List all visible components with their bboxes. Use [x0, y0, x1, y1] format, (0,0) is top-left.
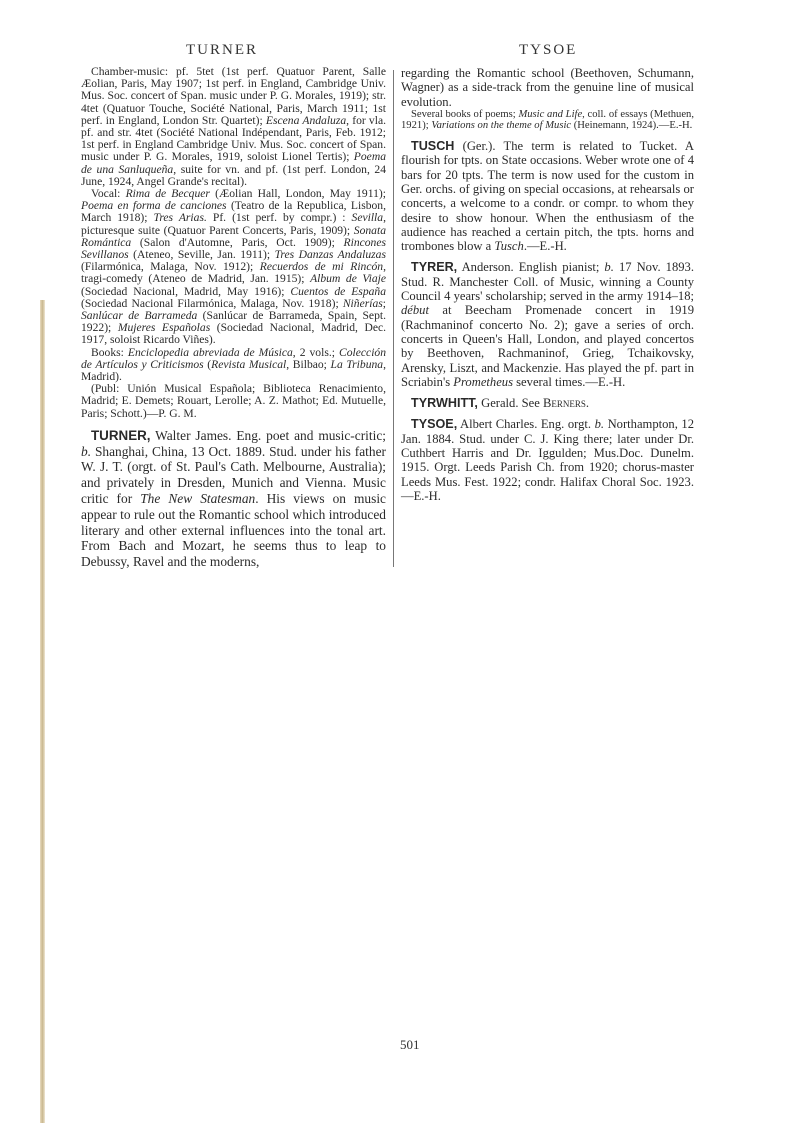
headword: TUSCH [411, 139, 455, 154]
books-paragraph: Books: Enciclopedia abreviada de Música, 2 vols.; Colección de Artículos y Criticismos (Revista Musical, Bilbao; La Tribuna, Madrid). [81, 345, 387, 384]
headword: TYRER, [411, 260, 458, 275]
chamber-music-paragraph: Chamber-music: pf. 5tet (1st perf. Quatuor Parent, Salle Æolian, Paris, May 1907; 1st perf. in England, Cambridge Univ. Mus. Soc. concert of Span. music under P. G. Morales, 1919); str. 4tet (Quatuor Touche, Société National, Paris, March 1911; 1st perf. in England, London Str. Quartet); Escena Andaluza, for vla. pf. and str. 4tet (Société National Indépendant, Paris, Feb. 1912; 1st perf. in England Cambridge Univ. Mus. Soc. concert of Span. music under P. G. Morales, 1919, soloist Lionel Tertis); Poema de una Sanluqueña, suite for vn. and pf. (1st perf. London, 24 June, 1924, Angel Grande's recital). [81, 65, 387, 188]
left-column [81, 66, 386, 570]
entry-tyrer: TYRER, Anderson. English pianist; b. 17 Nov. 1893. Stud. R. Manchester Coll. of Music, winning a County Council 4 years' scholarship; served in the army 1914–18; début at Beecham Promenade concert in 1919 (Rachmaninof concerto No. 2); gave a series of orch. concerts in Queen's Hall, London, and played concertos by Beethoven, Rachmaninof, Grieg, Tchaikovsky, Arensky, Liszt, and Mackenzie. Has played the pf. part in Scriabin's Prometheus several times.—E.-H. [401, 260, 695, 389]
vocal-paragraph: Vocal: Rima de Becquer (Æolian Hall, London, May 1911); Poema en forma de canciones (Teatro de la Republica, Lisbon, March 1918); Tres Arias. Pf. (1st perf. by compr.) : Sevilla, picturesque suite (Quatuor Parent Concerts, Paris, 1909); Sonata Romántica (Salon d'Automne, Paris, Oct. 1909); Rincones Sevillanos (Ateneo, Seville, Jan. 1911); Tres Danzas Andaluzas (Filarmónica, Malaga, Nov. 1912); Recuerdos de mi Rincón, tragi-comedy (Ateneo de Madrid, Jan. 1915); Album de Viaje (Sociedad Nacional, Madrid, May 1916); Cuentos de España (Sociedad Nacional Filarmónica, Malaga, Nov. 1918); Niñerías; Sanlúcar de Barrameda (Sanlúcar de Barrameda, Spain, Sept. 1922); Mujeres Españolas (Sociedad Nacional, Madrid, Dec. 1917, soloist Ricardo Viñes). [81, 187, 387, 347]
entry-tysoe: TYSOE, Albert Charles. Eng. orgt. b. Northampton, 12 Jan. 1884. Stud. under C. J. King there; later under Dr. Cuthbert Harris and Dr. Iggulden; Mus.Doc. Dunelm. 1915. Orgt. Leeds Parish Ch. from 1920; chorus-master Leeds Mus. Fest. 1922; condr. Halifax Choral Soc. 1923.—E.-H. [401, 417, 694, 503]
page-binding-edge [40, 300, 45, 1123]
running-head-right: TYSOE [519, 42, 578, 58]
headword: TURNER, [91, 427, 151, 443]
poems-paragraph: Several books of poems; Music and Life, coll. of essays (Methuen, 1921); Variations on the theme of Music (Heinemann, 1924).—E.-H. [401, 108, 695, 132]
column-divider [393, 70, 394, 567]
entry-tyrwhitt: TYRWHITT, Gerald. See Berners. [411, 396, 590, 411]
headword: TYRWHITT, [411, 396, 478, 411]
page-number: 501 [400, 1037, 420, 1052]
entry-tusch: TUSCH (Ger.). The term is related to Tucket. A flourish for tpts. on State occasions. Weber wrote one of 4 bars for 20 tpts. The term is now used for the custom in Ger. orchs. of giving on special occasions, at rehearsals or concerts, a welcome to a condr. or compr. to whom they desire to show honour. When the enthusiasm of the audience has reached a certain pitch, the tpts. horns and trombones blow a Tusch.—E.-H. [401, 139, 694, 254]
headword: TYSOE, [411, 417, 458, 432]
entry-turner-walter-james: TURNER, Walter James. Eng. poet and music-critic; b. Shanghai, China, 13 Oct. 1889. Stud. under his father W. J. T. (orgt. of St. Paul's Cath. Melbourne, Australia); and privately in Dresden, Munich and Vienna. Music critic for The New Statesman. His views on music appear to rule out the Romantic school which introduced literary and other external influences into the tonal art. From Bach and Mozart, he seems thus to leap to Debussy, Ravel and the moderns, [81, 427, 386, 570]
cross-reference: Berners. [543, 396, 590, 411]
running-head-left: TURNER [186, 42, 258, 58]
continuation-paragraph: regarding the Romantic school (Beethoven, Schumann, Wagner) as a side-track from the genuine line of musical evolution. [401, 66, 694, 109]
right-column [401, 66, 694, 503]
publishers-paragraph: (Publ: Unión Musical Española; Biblioteca Renacimiento, Madrid; E. Demets; Rouart, Lerolle; A. Z. Mathot; Ed. Mutuelle, Paris; Schott.)—P. G. M. [81, 382, 386, 420]
